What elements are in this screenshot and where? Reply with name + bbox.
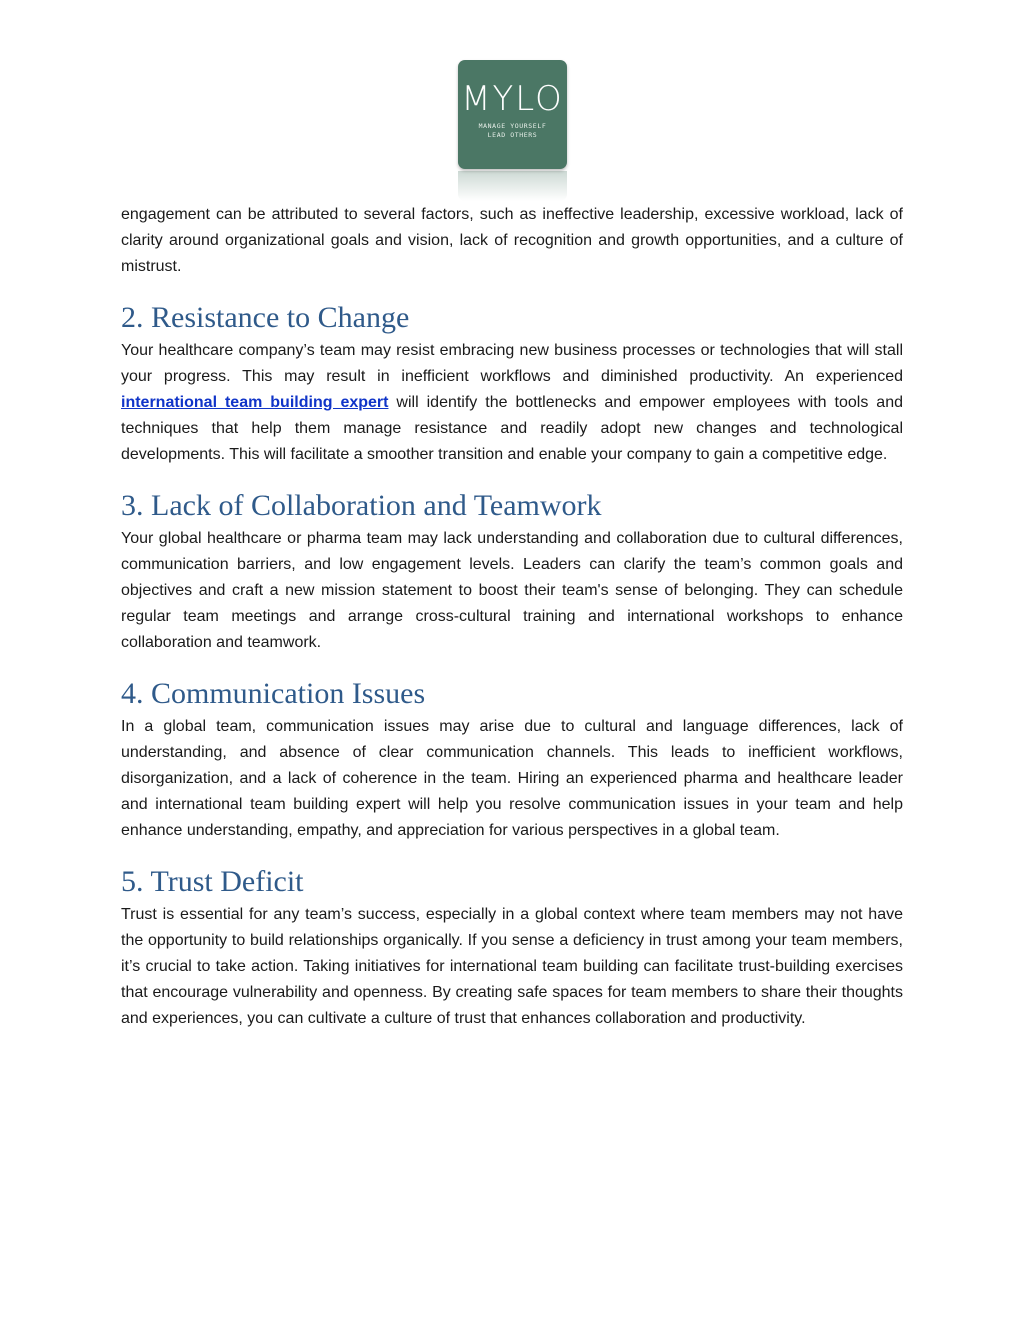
section-heading-trust: 5. Trust Deficit: [121, 865, 304, 898]
logo-tagline: [458, 122, 567, 140]
section-heading-collaboration: 3. Lack of Collaboration and Teamwork: [121, 489, 602, 522]
logo-wordmark: MYLO: [461, 79, 564, 119]
section-body-communication: In a global team, communication issues may arise due to cultural and language differences, lack of understanding, and absence of clear communication channels. This leads to inefficient workflows, disorganization, and a lack of coherence in the team. Hiring an experienced pharma and healthcare leader and international team building expert will help you resolve communication issues in your team and help enhance understanding, empathy, and appreciation for various perspectives in a global team.: [121, 718, 903, 839]
logo-reflection: [458, 171, 567, 201]
section-body-trust: Trust is essential for any team’s success, especially in a global context where team members may not have the opportunity to build relationships organically. If you sense a deficiency in trust among your team members, it’s crucial to take action. Taking initiatives for international team building can facilitate trust-building exercises that encourage vulnerability and openness. By creating safe spaces for team members to share their thoughts and experiences, you can cultivate a culture of trust that enhances collaboration and productivity.: [121, 906, 903, 1027]
section-heading-communication: 4. Communication Issues: [121, 677, 426, 710]
section-body-resistance: [121, 338, 903, 468]
resistance-text-before-link: Your healthcare company’s team may resist embracing new business processes or technologies that will stall your progress. This may result in inefficient workflows and diminished productivity. An experienced: [121, 342, 903, 385]
section-heading-resistance: 2. Resistance to Change: [121, 301, 410, 334]
resistance-text-after-link: will identify the bottlenecks and empower employees with tools and techniques that help them manage resistance and readily adopt new changes and technological developments. This will facilitate a smoother transition and enable your company to gain a competitive edge.: [121, 394, 903, 463]
team-building-expert-link[interactable]: international team building expert: [121, 394, 389, 411]
logo-tagline-line2: LEAD OTHERS: [487, 131, 538, 139]
section-body-collaboration: Your global healthcare or pharma team may lack understanding and collaboration due to cultural differences, communication barriers, and low engagement levels. Leaders can clarify the team’s common goals and objectives and craft a new mission statement to boost their team's sense of belonging. They can schedule regular team meetings and arrange cross-cultural training and international workshops to enhance collaboration and teamwork.: [121, 530, 903, 651]
mylo-logo: [458, 60, 567, 202]
intro-paragraph: engagement can be attributed to several factors, such as ineffective leadership, excessive workload, lack of clarity around organizational goals and vision, lack of recognition and growth opportunities, and a culture of mistrust.: [121, 206, 903, 275]
logo-badge: [458, 60, 567, 169]
document-body: [121, 202, 903, 1032]
logo-tagline-line1: MANAGE YOURSELF: [478, 122, 547, 130]
